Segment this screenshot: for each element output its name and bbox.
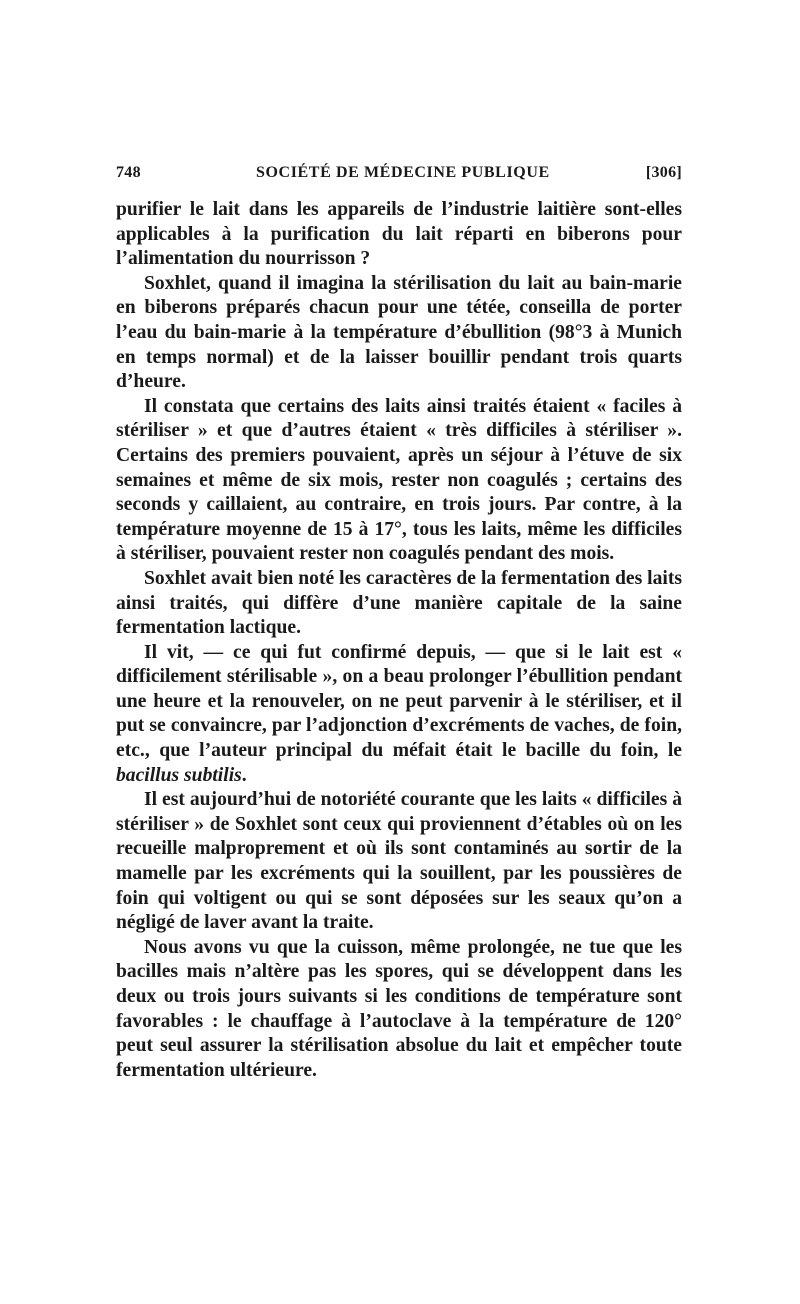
paragraph-2: Soxhlet, quand il imagina la stérilisation du lait au bain-marie en biberons préparés chacun pour une tétée, conseilla de porter l’eau du bain-marie à la température d’ébullition (98°3 à Munich en temps normal) et de la laisser bouillir pendant trois quarts d’heure. (116, 272, 682, 393)
paragraph-6: Il est aujourd’hui de notoriété courante que les laits « difficiles à stériliser » de Soxhlet sont ceux qui proviennent d’étables où on les recueille malproprement et où ils sont contaminés au sortir de la mamelle par les excréments qui la souillent, par les poussières de foin qui voltigent ou qui se sont déposées sur les seaux qu’on a négligé de laver avant la traite. (116, 789, 682, 934)
paragraph-1: purifier le lait dans les appareils de l’industrie laitière sont-elles applicables à la purification du lait réparti en biberons pour l’alimentation du nourrisson ? (116, 199, 682, 270)
paragraph-3: Il constata que certains des laits ainsi traités étaient « faciles à stériliser » et que d’autres étaient « très difficiles à stériliser ». Certains des premiers pouvaient, après un séjour à l’étuve de six semaines et même de six mois, rester non coagulés ; certains des seconds y caillaient, au contraire, en trois jours. Par contre, à la température moyenne de 15 à 17°, tous les laits, même les difficiles à stériliser, pouvaient rester non coagulés pendant des mois. (116, 395, 682, 565)
running-head (116, 160, 682, 184)
body-text (116, 198, 682, 1083)
page-number: 748 (116, 164, 141, 181)
paragraph-4: Soxhlet avait bien noté les caractères de la fermentation des laits ainsi traités, qui diffère d’une manière capitale de la saine fermentation lactique. (116, 567, 682, 639)
paragraph-5-end: . (241, 764, 247, 786)
species-name: bacillus subtilis (116, 764, 242, 786)
paragraph-7: Nous avons vu que la cuisson, même prolongée, ne tue que les bacilles mais n’altère pas les spores, qui se développent dans les deux ou trois jours suivants si les conditions de température sont favorables : le chauffage à l’autoclave à la température de 120° peut seul assurer la stérilisation absolue du lait et empêcher toute fermentation ultérieure. (116, 936, 682, 1081)
paragraph-5-text: Il vit, — ce qui fut confirmé depuis, — que si le lait est « difficilement stérilisable », on a beau prolonger l’ébullition pendant une heure et la renouveler, on ne peut parvenir à le stériliser, et il put se convaincre, par l’adjonction d’excréments de vaches, de foin, etc., que l’auteur principal du méfait était le bacille du foin, le (116, 641, 682, 762)
bracket-reference: [306] (645, 164, 682, 181)
running-title: SOCIÉTÉ DE MÉDECINE PUBLIQUE (256, 164, 550, 181)
book-page (116, 160, 682, 1083)
paragraph-5 (116, 641, 682, 789)
